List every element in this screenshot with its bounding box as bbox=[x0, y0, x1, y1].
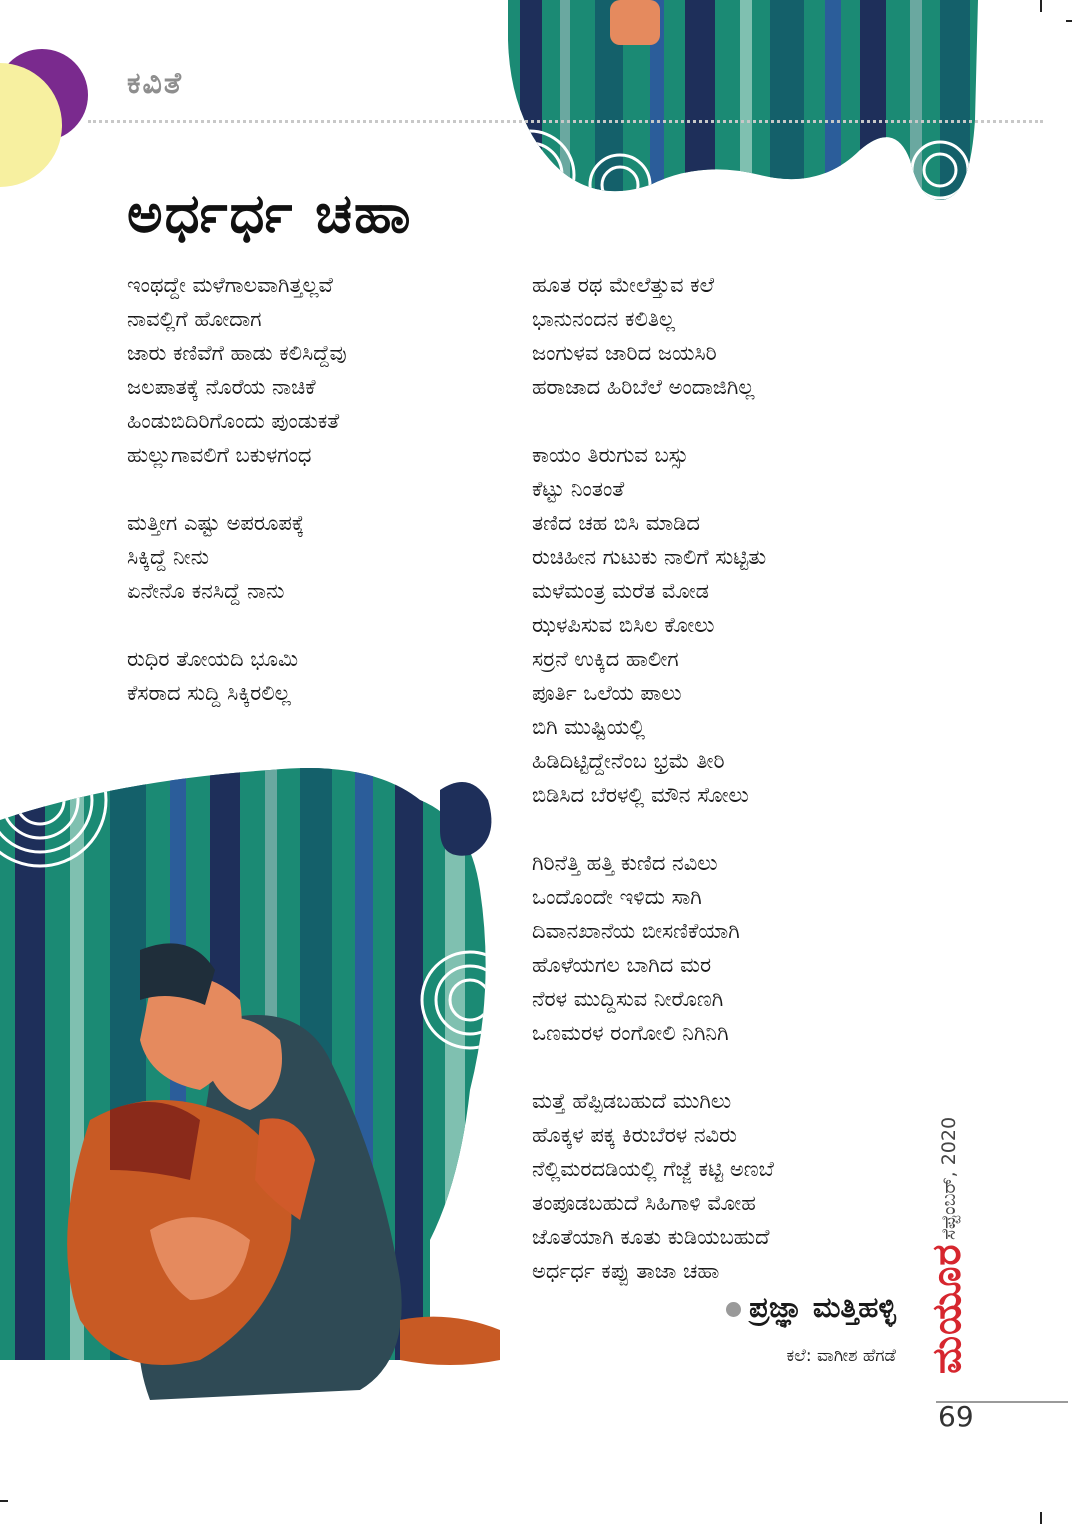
art-credit: ಕಲೆ: ವಾಗೀಶ ಹೆಗಡೆ bbox=[786, 1346, 896, 1366]
poem-column-right bbox=[532, 268, 774, 1288]
poem-line: ಸರ್ರನೆ ಉಕ್ಕಿದ ಹಾಲೀಗ bbox=[532, 647, 679, 671]
stanza-break bbox=[532, 1050, 774, 1084]
poem-line: ಹೊಳೆಯಗಲ ಬಾಗಿದ ಮರ bbox=[532, 953, 712, 977]
poem-line: ಕೆಸರಾದ ಸುದ್ದಿ ಸಿಕ್ಕಿರಲಿಲ್ಲ bbox=[127, 681, 291, 705]
poem-line: ಒಣಮರಳ ರಂಗೋಲಿ ನಿಗಿನಿಗಿ bbox=[532, 1021, 729, 1045]
poem-line: ನೆರಳ ಮುದ್ದಿಸುವ ನೀರೊಣಗಿ bbox=[532, 987, 724, 1011]
poem-line: ಏನೇನೊ ಕನಸಿದ್ದೆ ನಾನು bbox=[127, 579, 285, 603]
poem-line: ಹುಲ್ಲುಗಾವಲಿಗೆ ಬಕುಳಗಂಧ bbox=[127, 443, 312, 467]
poem-line: ಒಂದೊಂದೇ ಇಳಿದು ಸಾಗಿ bbox=[532, 885, 702, 909]
poem-line: ರುಚಿಹೀನ ಗುಟುಕು ನಾಲಿಗೆ ಸುಟ್ಟಿತು bbox=[532, 545, 767, 569]
poem-line: ಗಿರಿನೆತ್ತಿ ಹತ್ತಿ ಕುಣಿದ ನವಿಲು bbox=[532, 851, 718, 875]
poem-line: ಹಿಂಡುಬಿದಿರಿಗೊಂದು ಪುಂಡುಕತೆ bbox=[127, 409, 340, 433]
poem-line: ಕೆಟ್ಟು ನಿಂತಂತೆ bbox=[532, 477, 625, 501]
page-number: 69 bbox=[938, 1400, 974, 1433]
poem-line: ಹರಾಜಾದ ಹಿರಿಬೆಲೆ ಅಂದಾಜಿಗಿಲ್ಲ bbox=[532, 375, 755, 399]
crop-mark bbox=[1040, 0, 1042, 12]
issue-date bbox=[924, 1090, 972, 1250]
poem-line: ಮಳೆಮಂತ್ರ ಮರೆತ ಮೋಡ bbox=[532, 579, 710, 603]
poem-line: ಅರ್ಧರ್ಧ ಕಪ್ಪು ತಾಜಾ ಚಹಾ bbox=[532, 1259, 720, 1283]
crop-mark bbox=[1040, 1512, 1042, 1524]
couple-illustration bbox=[0, 760, 505, 1410]
poem-line: ಹೂತ ರಥ ಮೇಲೆತ್ತುವ ಕಲೆ bbox=[532, 273, 715, 297]
poem-line: ನಾವಲ್ಲಿಗೆ ಹೋದಾಗ bbox=[127, 307, 262, 331]
stanza-break bbox=[532, 404, 774, 438]
poem-title: ಅರ್ಧರ್ಧ ಚಹಾ bbox=[127, 182, 413, 245]
stanza-break bbox=[127, 472, 347, 506]
crop-mark bbox=[1066, 20, 1072, 22]
poem-line: ಪೂರ್ತಿ ಒಲೆಯ ಪಾಲು bbox=[532, 681, 682, 705]
poem-line: ರುಧಿರ ತೋಯದಿ ಭೂಮಿ bbox=[127, 647, 299, 671]
poem-line: ಹೊಕ್ಕಳ ಪಕ್ಕ ಕಿರುಬೆರಳ ನವಿರು bbox=[532, 1123, 737, 1147]
decorative-circles bbox=[0, 0, 100, 210]
poem-line: ದಿವಾನಖಾನೆಯ ಬೀಸಣಿಕೆಯಾಗಿ bbox=[532, 919, 740, 943]
poem-line: ನೆಲ್ಲಿಮರದಡಿಯಲ್ಲಿ ಗೆಜ್ಜೆ ಕಟ್ಟಿ ಅಣಬೆ bbox=[532, 1157, 774, 1181]
bullet-dot bbox=[726, 1302, 741, 1317]
stanza-break bbox=[532, 812, 774, 846]
poem-line: ಝಳಪಿಸುವ ಬಿಸಿಲ ಕೋಲು bbox=[532, 613, 715, 637]
magazine-logo bbox=[918, 1243, 974, 1378]
author-name: ಪ್ರಜ್ಞಾ ಮತ್ತಿಹಳ್ಳಿ bbox=[749, 1290, 896, 1324]
poem-line: ಜಾರು ಕಣಿವೆಗೆ ಹಾಡು ಕಲಿಸಿದ್ದೆವು bbox=[127, 341, 347, 365]
poem-line: ಮತ್ತೆ ಹೆಪ್ಪಿಡಬಹುದೆ ಮುಗಿಲು bbox=[532, 1089, 732, 1113]
magazine-logo-text: ಮಯೂರ bbox=[924, 1243, 970, 1374]
poem-line: ತಂಪೂಡಬಹುದೆ ಸಿಹಿಗಾಳಿ ಮೋಹ bbox=[532, 1191, 756, 1215]
poem-line: ಬಿಗಿ ಮುಷ್ಟಿಯಲ್ಲಿ bbox=[532, 715, 646, 739]
forest-illustration-top bbox=[500, 0, 980, 210]
poem-line: ಬಿಡಿಸಿದ ಬೆರಳಲ್ಲಿ ಮೌನ ಸೋಲು bbox=[532, 783, 749, 807]
author-byline bbox=[726, 1290, 896, 1325]
issue-date-text: ಸೆಪ್ಟೆಂಬರ್, 2020 bbox=[938, 1116, 960, 1240]
section-label: ಕವಿತೆ bbox=[127, 66, 183, 101]
crop-mark bbox=[0, 1500, 8, 1502]
poem-line: ಕಾಯಂ ತಿರುಗುವ ಬಸ್ಸು bbox=[532, 443, 689, 467]
stanza-break bbox=[127, 608, 347, 642]
poem-line: ತಣಿದ ಚಹ ಬಿಸಿ ಮಾಡಿದ bbox=[532, 511, 700, 535]
poem-line: ಜಲಪಾತಕ್ಕೆ ನೊರೆಯ ನಾಚಿಕೆ bbox=[127, 375, 316, 399]
poem-line: ಮತ್ತೀಗ ಎಷ್ಟು ಅಪರೂಪಕ್ಕೆ bbox=[127, 511, 305, 535]
poem-line: ಭಾನುನಂದನ ಕಲಿತಿಲ್ಲ bbox=[532, 307, 676, 331]
poem-line: ಜಂಗುಳವ ಜಾರಿದ ಜಯಸಿರಿ bbox=[532, 341, 717, 365]
poem-line: ಜೊತೆಯಾಗಿ ಕೂತು ಕುಡಿಯಬಹುದೆ bbox=[532, 1225, 770, 1249]
poem-line: ಹಿಡಿದಿಟ್ಟಿದ್ದೇನೆಂಬ ಭ್ರಮೆ ತೀರಿ bbox=[532, 749, 725, 773]
dotted-divider bbox=[88, 120, 1043, 123]
poem-line: ಇಂಥದ್ದೇ ಮಳೆಗಾಲವಾಗಿತ್ತಲ್ಲವೆ bbox=[127, 273, 333, 297]
poem-column-left bbox=[127, 268, 347, 710]
poem-line: ಸಿಕ್ಕಿದ್ದೆ ನೀನು bbox=[127, 545, 210, 569]
